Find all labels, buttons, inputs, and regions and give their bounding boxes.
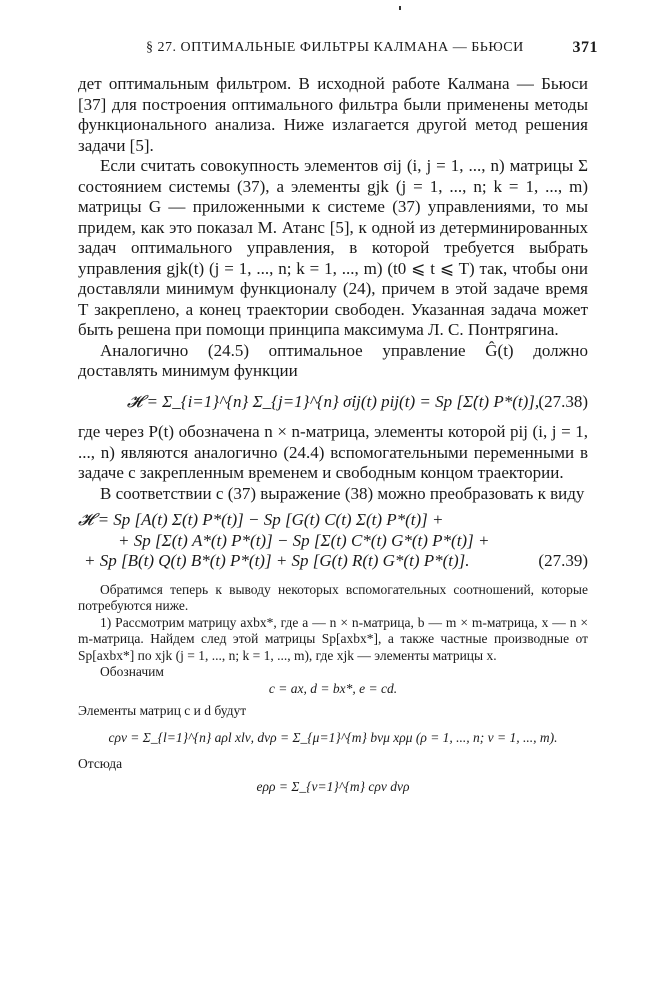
small-paragraph-5: Отсюда — [78, 756, 123, 771]
paragraph-4: где через P(t) обозначена n × n-матрица, элементы которой pij (i, j = 1, ..., n) являются аналогично (24.4) вспомогательными переменными в задаче с закрепленным временем и свободным концом траектории. — [78, 422, 588, 482]
page-number: 371 — [572, 39, 598, 56]
page-mark — [399, 6, 401, 10]
equation-e-rho-rho: eρρ = Σ_{ν=1}^{m} cρν dνρ — [256, 778, 410, 794]
paragraph-3: Аналогично (24.5) оптимальное управление Ĝ(t) должно доставлять минимум функции — [78, 340, 588, 380]
equation-text: + Sp [B(t) Q(t) B*(t) P*(t)] + Sp [G(t) R(t) G*(t) P*(t)]. — [84, 551, 470, 570]
equation-c-d-elements: cρν = Σ_{l=1}^{n} aρl xlν, dνρ = Σ_{μ=1}^{m} bνμ xρμ (ρ = 1, ..., n; ν = 1, ..., m). — [108, 729, 558, 745]
equation-c-d-e: c = ax, d = bx*, e = cd. — [268, 680, 398, 696]
equation-27-39-line-2: + Sp [Σ(t) A*(t) P*(t)] − Sp [Σ(t) C*(t) G*(t) P*(t)] + — [118, 530, 490, 550]
small-paragraph-4: Элементы матриц c и d будут — [78, 703, 247, 718]
small-paragraph-1: Обратимся теперь к выводу некоторых вспомогательных соотношений, которые потребуются ниже. — [78, 581, 588, 613]
small-paragraph-3: Обозначим — [100, 664, 164, 679]
page-body — [78, 74, 588, 795]
equation-27-38 — [78, 392, 588, 413]
header-title: § 27. ОПТИМАЛЬНЫЕ ФИЛЬТРЫ КАЛМАНА — БЬЮСИ — [146, 40, 524, 55]
equation-27-39-line-3 — [78, 551, 588, 572]
small-paragraph-2: 1) Рассмотрим матрицу axbx*, где a — n × n-матрица, b — m × m-матрица, x — n × m-матрица. Найдем след этой матрицы Sp[axbx*], а также частные производные от Sp[axbx*] по xjk (j = 1, ..., n; k = 1, ..., m), где xjk — элементы матрицы x. — [78, 614, 588, 663]
equation-text: 𝓗 = Σ_{i=1}^{n} Σ_{j=1}^{n} σ̇ij(t) pij(t) = Sp [Σ̇(t) P*(t)], — [126, 391, 540, 411]
paragraph-5: В соответствии с (37) выражение (38) можно преобразовать к виду — [100, 483, 585, 503]
equation-number: (27.38) — [538, 391, 588, 411]
paragraph-1: дет оптимальным фильтром. В исходной работе Калмана — Бьюси [37] для построения оптимального фильтра были применены методы функционального анализа. Ниже излагается другой метод решения задачи [5]. — [78, 74, 588, 155]
paragraph-2: Если считать совокупность элементов σij (i, j = 1, ..., n) матрицы Σ состоянием системы (37), а элементы gjk (j = 1, ..., n; k = 1, ..., m) матрицы G — приложенными к системе (37) управлениями, то мы придем, как это показал М. Атанс [5], к одной из детерминированных задач оптимального управления, в которой требуется выбрать управления gjk(t) (j = 1, ..., n; k = 1, ..., m) (t0 ⩽ t ⩽ T) так, чтобы они доставляли минимум функционалу (24), причем в этой задаче время T закреплено, а конец траектории свободен. Указанная задача может быть решена при помощи принципа максимума Л. С. Понтрягина. — [78, 156, 588, 339]
equation-27-39-line-1: 𝓗 = Sp [A(t) Σ(t) P*(t)] − Sp [G(t) C(t) Σ(t) P*(t)] + — [78, 510, 444, 529]
equation-number: (27.39) — [538, 551, 588, 570]
running-header — [78, 40, 598, 60]
